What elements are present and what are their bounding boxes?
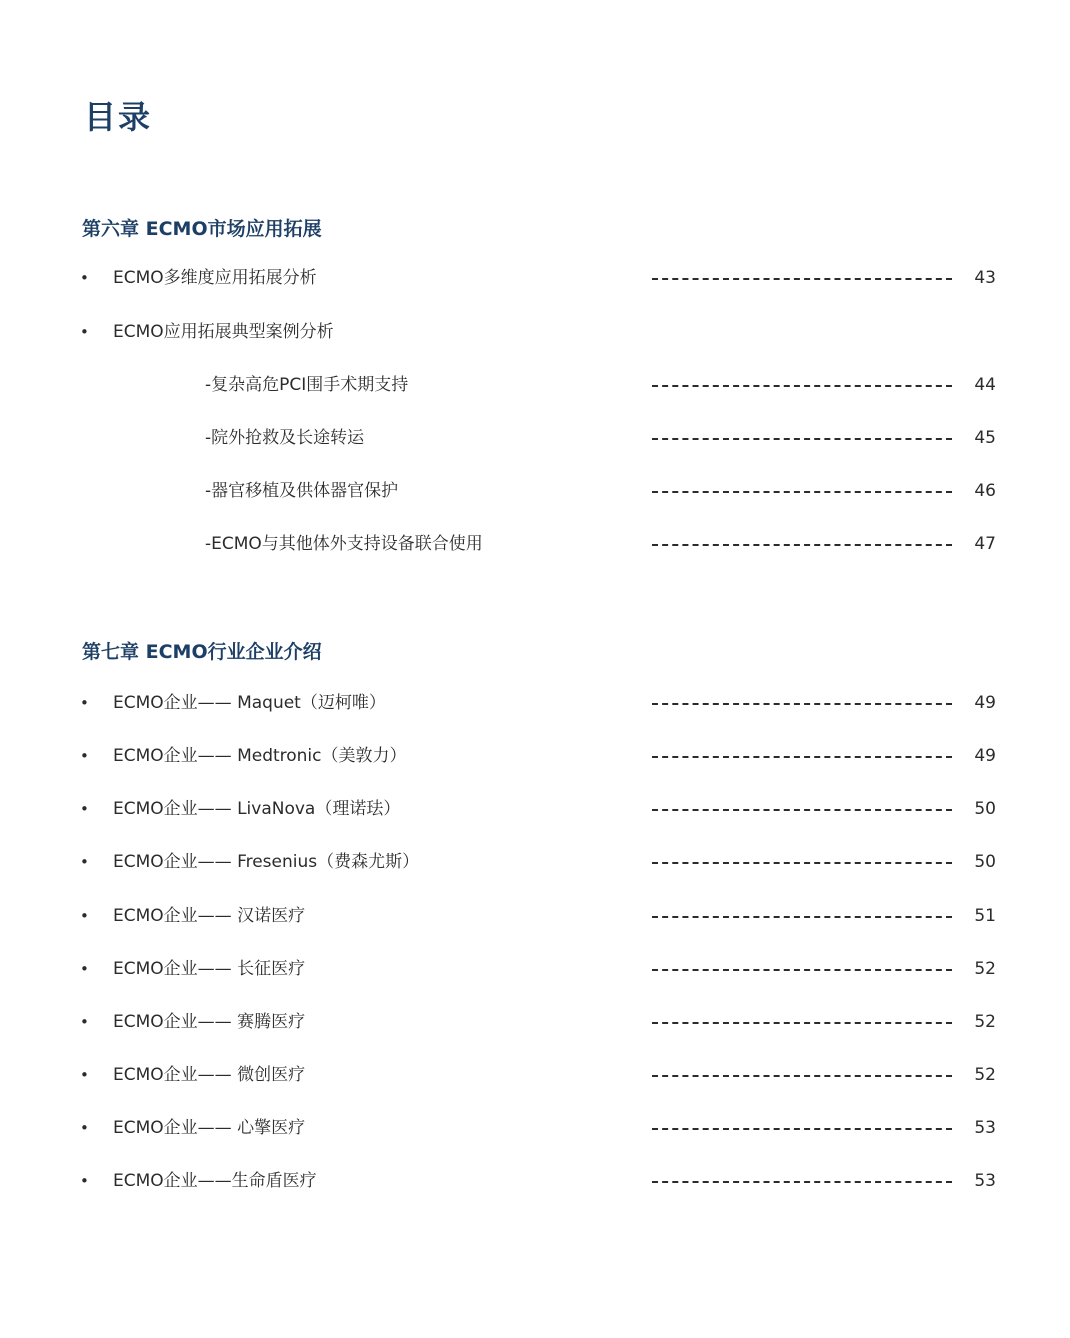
toc-entry[interactable] xyxy=(0,1113,1070,1143)
dotted-leader xyxy=(652,438,952,440)
toc-entry-label[interactable]: ECMO企业—— Maquet（迈柯唯） xyxy=(113,693,386,713)
page-number[interactable]: 50 xyxy=(974,852,996,872)
page-number[interactable]: 52 xyxy=(974,1065,996,1085)
toc-entry[interactable] xyxy=(0,688,1070,718)
page-number[interactable]: 52 xyxy=(974,959,996,979)
toc-sub-entry[interactable] xyxy=(0,423,1070,453)
page-number[interactable]: 47 xyxy=(974,534,996,554)
toc-entry[interactable] xyxy=(0,794,1070,824)
bullet-icon: • xyxy=(80,1066,89,1084)
dotted-leader xyxy=(652,703,952,705)
toc-entry-label[interactable]: ECMO企业—— 汉诺医疗 xyxy=(113,906,306,926)
toc-entry-label[interactable]: ECMO企业—— LivaNova（理诺珐） xyxy=(113,799,401,819)
toc-sub-entry-label[interactable]: -ECMO与其他体外支持设备联合使用 xyxy=(205,534,483,554)
toc-entry[interactable] xyxy=(0,847,1070,877)
toc-entry[interactable] xyxy=(0,1060,1070,1090)
toc-entry-label[interactable]: ECMO企业—— 心擎医疗 xyxy=(113,1118,306,1138)
chapter-7-heading[interactable]: 第七章 ECMO行业企业介绍 xyxy=(82,641,322,663)
dotted-leader xyxy=(652,969,952,971)
toc-entry-label[interactable]: ECMO企业—— 赛腾医疗 xyxy=(113,1012,306,1032)
dotted-leader xyxy=(652,278,952,280)
dotted-leader xyxy=(652,862,952,864)
toc-entry-label[interactable]: ECMO企业—— Medtronic（美敦力） xyxy=(113,746,407,766)
toc-sub-entry-label[interactable]: -器官移植及供体器官保护 xyxy=(205,481,399,501)
toc-entry[interactable] xyxy=(0,1007,1070,1037)
page-number[interactable]: 49 xyxy=(974,693,996,713)
toc-entry-label[interactable]: ECMO企业——生命盾医疗 xyxy=(113,1171,317,1191)
dotted-leader xyxy=(652,544,952,546)
dotted-leader xyxy=(652,916,952,918)
page-number[interactable]: 51 xyxy=(974,906,996,926)
bullet-icon: • xyxy=(80,960,89,978)
page-number[interactable]: 53 xyxy=(974,1118,996,1138)
page-number[interactable]: 52 xyxy=(974,1012,996,1032)
toc-entry[interactable] xyxy=(0,954,1070,984)
toc-entry[interactable] xyxy=(0,1166,1070,1196)
page-number[interactable]: 53 xyxy=(974,1171,996,1191)
bullet-icon: • xyxy=(80,694,89,712)
toc-entry[interactable] xyxy=(0,317,1070,347)
toc-sub-entry[interactable] xyxy=(0,529,1070,559)
bullet-icon: • xyxy=(80,1119,89,1137)
dotted-leader xyxy=(652,1022,952,1024)
toc-entry-label[interactable]: ECMO企业—— 长征医疗 xyxy=(113,959,306,979)
toc-entry[interactable] xyxy=(0,901,1070,931)
toc-sub-entry[interactable] xyxy=(0,370,1070,400)
page-number[interactable]: 46 xyxy=(974,481,996,501)
bullet-icon: • xyxy=(80,800,89,818)
toc-entry-label[interactable]: ECMO多维度应用拓展分析 xyxy=(113,268,317,288)
toc-entry-label[interactable]: ECMO企业—— 微创医疗 xyxy=(113,1065,306,1085)
bullet-icon: • xyxy=(80,1172,89,1190)
bullet-icon: • xyxy=(80,907,89,925)
chapter-6-heading[interactable]: 第六章 ECMO市场应用拓展 xyxy=(82,218,322,240)
page-number[interactable]: 43 xyxy=(974,268,996,288)
bullet-icon: • xyxy=(80,269,89,287)
dotted-leader xyxy=(652,385,952,387)
toc-entry-label[interactable]: ECMO企业—— Fresenius（费森尤斯） xyxy=(113,852,420,872)
bullet-icon: • xyxy=(80,747,89,765)
page-number[interactable]: 45 xyxy=(974,428,996,448)
dotted-leader xyxy=(652,1181,952,1183)
dotted-leader xyxy=(652,1128,952,1130)
page-number[interactable]: 44 xyxy=(974,375,996,395)
page-number[interactable]: 49 xyxy=(974,746,996,766)
bullet-icon: • xyxy=(80,323,89,341)
bullet-icon: • xyxy=(80,1013,89,1031)
dotted-leader xyxy=(652,809,952,811)
page-number[interactable]: 50 xyxy=(974,799,996,819)
bullet-icon: • xyxy=(80,853,89,871)
toc-entry-label[interactable]: ECMO应用拓展典型案例分析 xyxy=(113,322,334,342)
dotted-leader xyxy=(652,1075,952,1077)
toc-sub-entry-label[interactable]: -复杂高危PCI围手术期支持 xyxy=(205,375,409,395)
toc-entry[interactable] xyxy=(0,741,1070,771)
dotted-leader xyxy=(652,756,952,758)
toc-entry[interactable] xyxy=(0,263,1070,293)
toc-sub-entry[interactable] xyxy=(0,476,1070,506)
page-title: 目录 xyxy=(84,98,153,136)
dotted-leader xyxy=(652,491,952,493)
toc-sub-entry-label[interactable]: -院外抢救及长途转运 xyxy=(205,428,365,448)
